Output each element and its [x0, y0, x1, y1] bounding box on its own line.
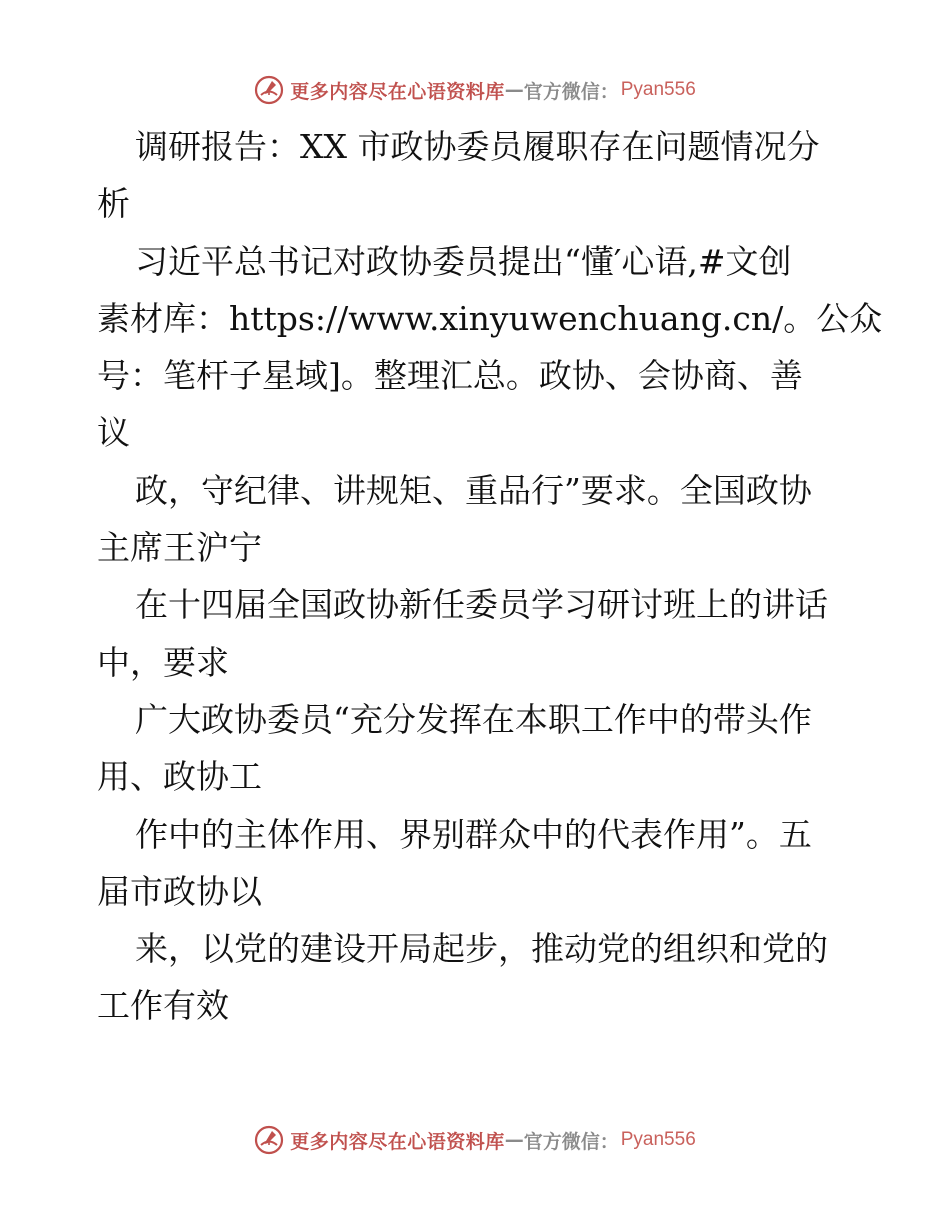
paragraph-line: 工作有效: [97, 986, 229, 1026]
book-pen-logo-icon: [254, 1125, 284, 1155]
banner-wechat-id: Pyan556: [620, 1129, 696, 1150]
paragraph-line: 来，以党的建设开局起步，推动党的组织和党的: [135, 929, 828, 969]
document-title-line-2: 析: [97, 184, 130, 224]
book-pen-logo-icon: [254, 75, 284, 105]
paragraph-line: 习近平总书记对政协委员提出“懂′心语,#文创: [135, 241, 792, 281]
paragraph-line: 号：笔杆子星域]。整理汇总。政协、会协商、善: [97, 356, 803, 396]
footer-watermark-banner: [0, 1120, 950, 1160]
paragraph-line: 素材库：https://www.xinyuwenchuang.cn/。公众: [97, 298, 883, 338]
paragraph-line: 用、政协工: [97, 757, 262, 797]
banner-brand-text: 更多内容尽在心语资料库: [290, 1130, 505, 1153]
document-title-line-1: 调研报告：XX 市政协委员履职存在问题情况分: [135, 127, 820, 166]
paragraph-line: 在十四届全国政协新任委员学习研讨班上的讲话: [135, 585, 828, 625]
header-watermark-banner: [0, 70, 950, 110]
paragraph-line: 主席王沪宁: [97, 528, 262, 568]
paragraph-line: 政，守纪律、讲规矩、重品行”要求。全国政协: [135, 470, 812, 510]
banner-official-label: 官方微信：: [523, 80, 619, 103]
banner-dash: —: [504, 1129, 524, 1151]
banner-dash: —: [504, 79, 524, 101]
paragraph-line: 广大政协委员“充分发挥在本职工作中的带头作: [135, 699, 812, 739]
paragraph-line: 议: [97, 413, 130, 453]
banner-official-label: 官方微信：: [523, 1130, 619, 1153]
banner-brand-text: 更多内容尽在心语资料库: [290, 80, 505, 103]
paragraph-line: 中，要求: [97, 642, 229, 682]
document-body: [97, 118, 883, 1035]
paragraph-line: 届市政协以: [97, 871, 262, 911]
paragraph-line: 作中的主体作用、界别群众中的代表作用”。五: [135, 814, 812, 854]
banner-wechat-id: Pyan556: [620, 79, 696, 100]
